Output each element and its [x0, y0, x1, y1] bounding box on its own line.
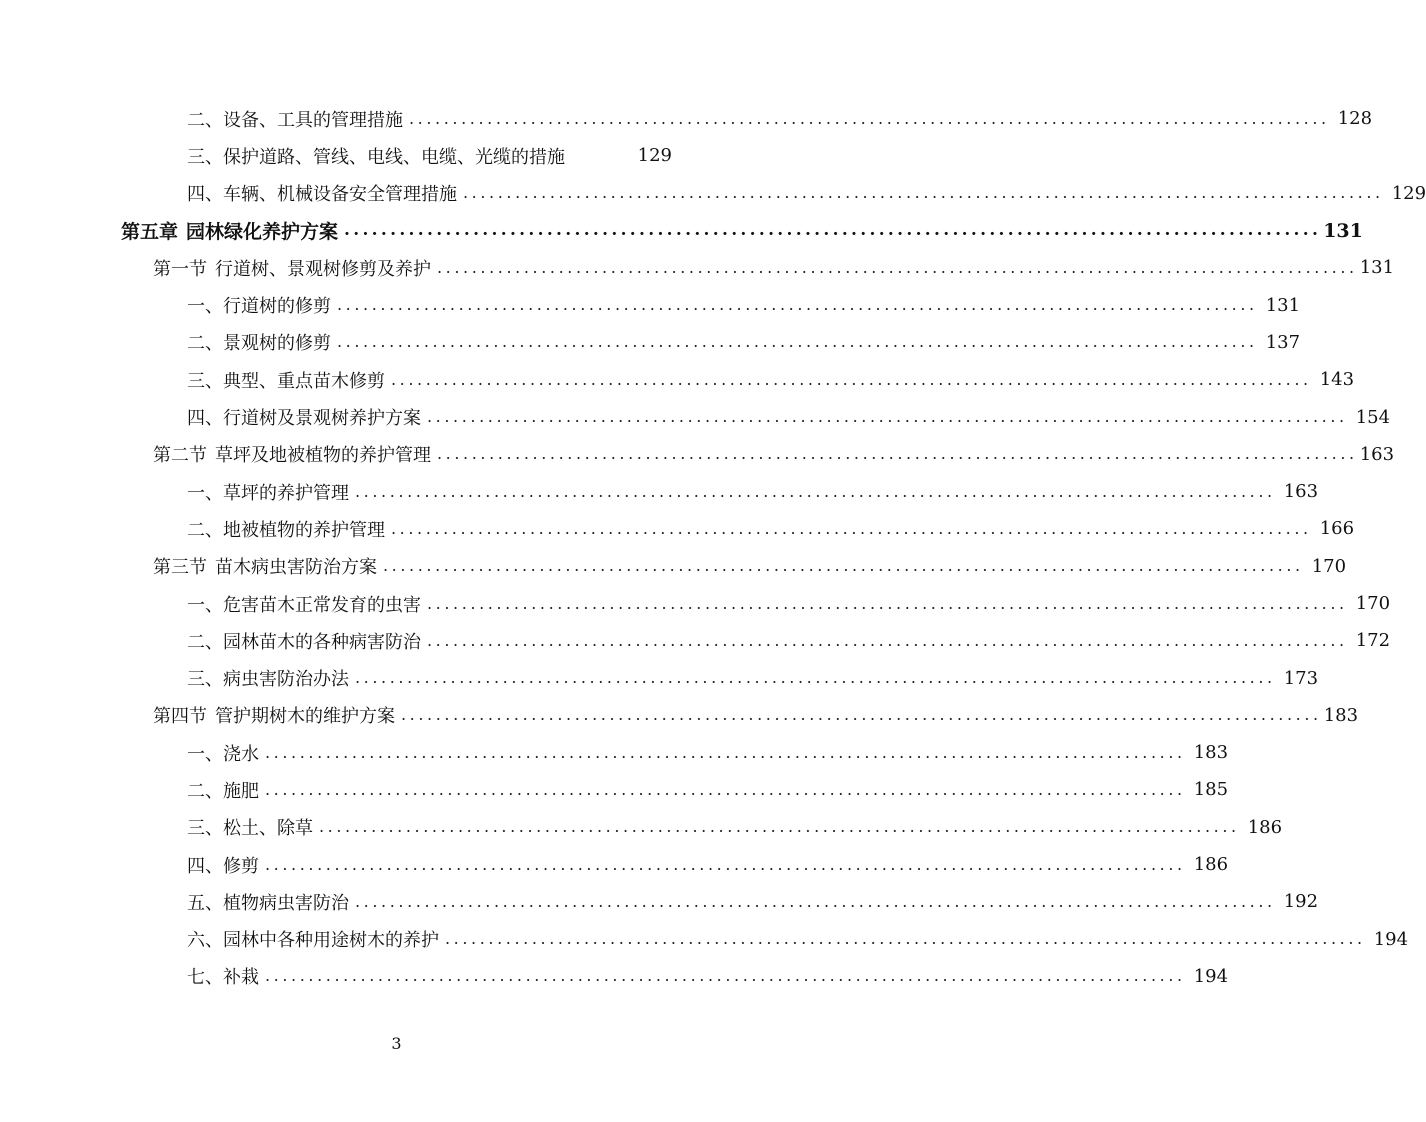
toc-section-entry[interactable] — [0, 548, 1347, 585]
toc-entry-title: 二、地被植物的养护管理 — [187, 519, 385, 541]
toc-entry[interactable] — [0, 585, 1391, 622]
dot-leader: .......................................................................................................... — [437, 257, 1358, 277]
dot-leader: .......................................................................................................... — [427, 630, 1348, 650]
toc-entry-page: 128 — [1337, 108, 1373, 130]
toc-entry[interactable] — [0, 137, 793, 174]
dot-leader: .......................................................................................................... — [427, 593, 1348, 613]
toc-entry-page: 129 — [637, 145, 672, 167]
toc-entry[interactable] — [0, 324, 1301, 361]
dot-leader: .......................................................................................................... — [427, 407, 1348, 427]
dot-leader: .......................................................................................................... — [337, 332, 1258, 352]
dot-leader: .......................................................................................................... — [337, 295, 1258, 315]
toc-entry-page: 170 — [1355, 593, 1391, 614]
toc-entry-page: 170 — [1311, 555, 1347, 577]
section-label: 第二节 — [153, 445, 207, 467]
section-label: 第一节 — [153, 258, 207, 280]
toc-section-entry[interactable] — [0, 249, 1395, 286]
section-title: 行道树、景观树修剪及养护 — [215, 258, 431, 280]
toc-entry-title: 一、行道树的修剪 — [187, 296, 331, 318]
toc-entry-title: 二、设备、工具的管理措施 — [187, 109, 403, 131]
toc-entry-title: 五、植物病虫害防治 — [187, 892, 349, 914]
toc-entry-title — [153, 255, 431, 281]
toc-entry-title — [153, 553, 377, 579]
toc-entry[interactable] — [0, 846, 1229, 883]
toc-entry-page: 185 — [1193, 779, 1229, 801]
toc-entry-page: 154 — [1355, 406, 1391, 428]
dot-leader: .......................................................................................................... — [391, 369, 1312, 389]
dot-leader: .......................................................................................................... — [344, 220, 1322, 241]
dot-leader: .......................................................................................................... — [265, 779, 1186, 799]
dot-leader: .......................................................................................................... — [383, 556, 1304, 576]
dot-leader: .......................................................................................................... — [437, 444, 1358, 464]
toc-entry-page: 194 — [1373, 928, 1409, 950]
toc-entry-title — [153, 441, 431, 467]
toc-entry-title: 二、园林苗木的各种病害防治 — [187, 631, 421, 653]
toc-entry-page: 163 — [1283, 481, 1319, 503]
toc-entry[interactable] — [0, 175, 1426, 212]
toc-entry[interactable] — [0, 771, 1229, 808]
toc-entry-page: 131 — [1359, 257, 1395, 279]
toc-entry-title: 二、施肥 — [187, 780, 259, 802]
toc-entry-title: 六、园林中各种用途树木的养护 — [187, 930, 439, 952]
toc-entry-title: 三、松土、除草 — [187, 818, 313, 840]
toc-entry[interactable] — [0, 473, 1319, 510]
section-label: 第四节 — [153, 706, 207, 728]
toc-entry-title: 三、典型、重点苗木修剪 — [187, 370, 385, 392]
toc-entry[interactable] — [0, 883, 1319, 920]
toc-entry-page: 163 — [1359, 443, 1395, 465]
dot-leader: .......................................................................................................... — [265, 966, 1186, 986]
toc-entry-page: 194 — [1193, 965, 1229, 987]
toc-entry[interactable] — [0, 510, 1355, 547]
toc-entry[interactable] — [0, 622, 1391, 659]
dot-leader: .......................................................................................................... — [401, 705, 1322, 725]
toc-entry[interactable] — [0, 361, 1355, 398]
toc-entry-title: 一、危害苗木正常发育的虫害 — [187, 594, 421, 616]
toc-entry-page: 173 — [1283, 667, 1319, 689]
dot-leader: .......................................................................................................... — [445, 929, 1366, 949]
toc-entry-page: 137 — [1265, 331, 1301, 353]
toc-entry-page: 166 — [1319, 518, 1355, 540]
toc-entry-title: 四、修剪 — [187, 855, 259, 877]
toc-entry-title: 四、车辆、机械设备安全管理措施 — [187, 184, 457, 206]
toc-entry-page: 186 — [1247, 816, 1283, 838]
dot-leader: .......................................................................................................... — [391, 518, 1312, 538]
toc-entry-page: 183 — [1193, 742, 1229, 764]
toc-entry-page: 183 — [1323, 704, 1359, 726]
dot-leader: .......................................................................................................... — [319, 817, 1240, 837]
toc-entry[interactable] — [0, 100, 1373, 137]
dot-leader: .......................................................................................................... — [265, 742, 1186, 762]
dot-leader: .......................................................................................................... — [355, 481, 1276, 501]
dot-leader: .......................................................................................................... — [265, 854, 1186, 874]
section-label: 第三节 — [153, 557, 207, 579]
toc-entry-title — [153, 702, 395, 728]
dot-leader: .......................................................................................................... — [463, 183, 1384, 203]
page-number: 3 — [391, 1034, 402, 1053]
toc-entry-page: 129 — [1391, 182, 1426, 204]
toc-entry[interactable] — [0, 398, 1391, 435]
toc-entry-page: 186 — [1193, 854, 1229, 876]
section-title: 管护期树木的维护方案 — [215, 706, 395, 728]
table-of-contents — [0, 100, 1426, 995]
toc-entry-page: 192 — [1283, 891, 1319, 913]
toc-entry-page: 131 — [1265, 294, 1301, 316]
toc-entry-title: 一、草坪的养护管理 — [187, 482, 349, 504]
toc-entry-title: 二、景观树的修剪 — [187, 333, 331, 355]
dot-leader: .......................................................................................................... — [355, 891, 1276, 911]
toc-entry-page: 172 — [1355, 630, 1391, 652]
toc-chapter-entry[interactable] — [0, 212, 1363, 249]
toc-section-entry[interactable] — [0, 697, 1359, 734]
section-title: 草坪及地被植物的养护管理 — [215, 445, 431, 467]
chapter-label: 第五章 — [121, 221, 179, 244]
toc-entry-page: 131 — [1323, 219, 1363, 242]
section-title: 苗木病虫害防治方案 — [215, 557, 377, 579]
toc-entry[interactable] — [0, 659, 1319, 696]
toc-entry[interactable] — [0, 286, 1301, 323]
toc-entry[interactable] — [0, 809, 1283, 846]
toc-entry-title: 四、行道树及景观树养护方案 — [187, 408, 421, 430]
toc-entry-title — [121, 217, 338, 244]
toc-entry-title: 一、浇水 — [187, 743, 259, 765]
dot-leader: .......................................................................................................... — [409, 108, 1330, 128]
toc-entry[interactable] — [0, 958, 1229, 995]
chapter-title: 园林绿化养护方案 — [186, 221, 339, 244]
toc-entry-title: 三、保护道路、管线、电线、电缆、光缆的措施 — [187, 146, 565, 168]
toc-section-entry[interactable] — [0, 436, 1395, 473]
toc-entry-page: 143 — [1319, 369, 1355, 391]
toc-entry-title: 七、补栽 — [187, 967, 259, 989]
dot-leader: .......................................................................................................... — [355, 668, 1276, 688]
toc-entry[interactable] — [0, 921, 1409, 958]
toc-entry-title: 三、病虫害防治办法 — [187, 669, 349, 691]
toc-entry[interactable] — [0, 734, 1229, 771]
